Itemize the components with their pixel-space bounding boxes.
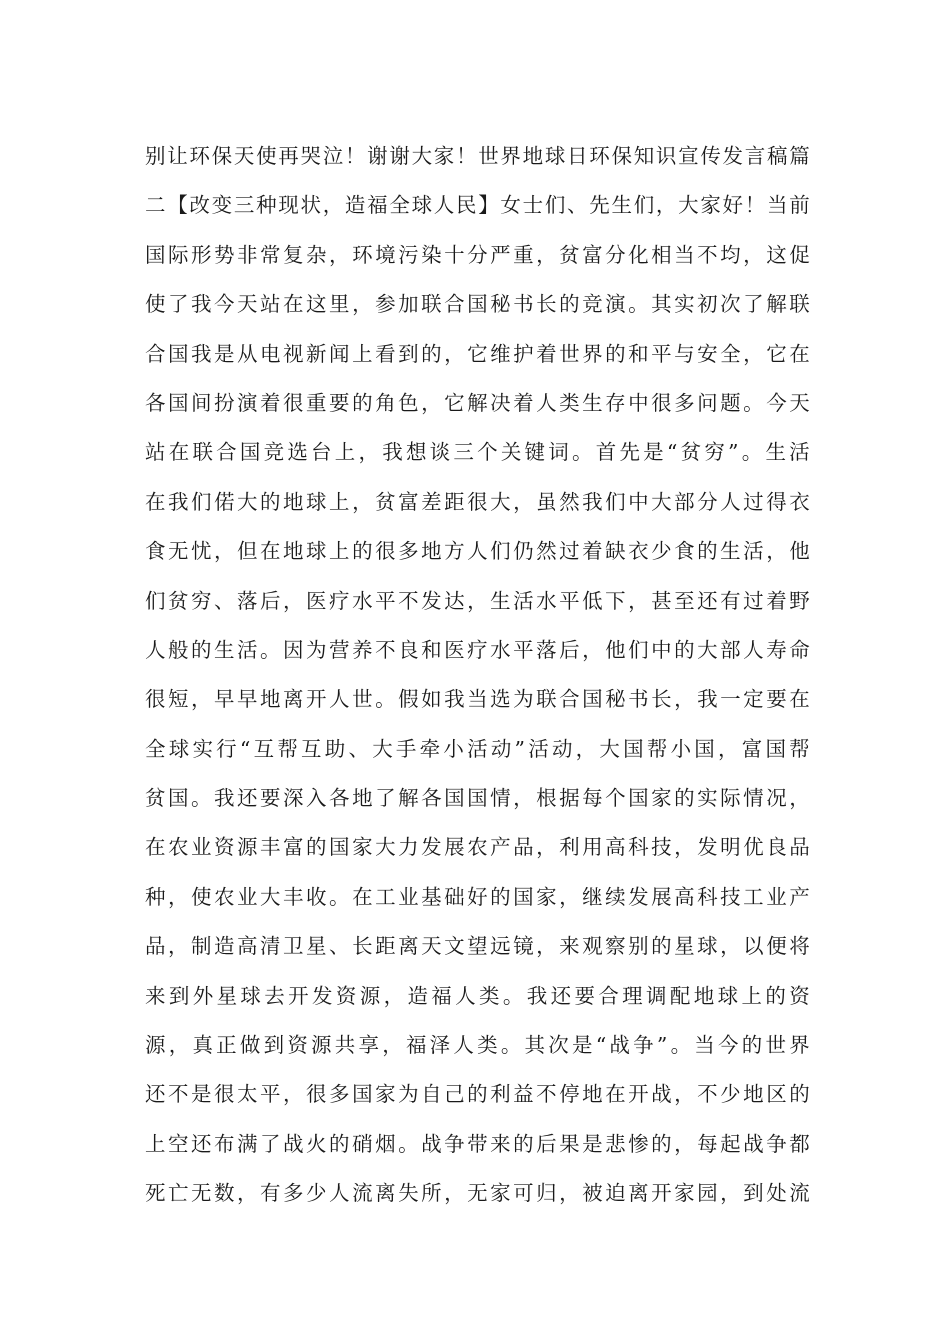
text-line: 源，真正做到资源共享，福泽人类。其次是“战争”。当今的世界 — [145, 1033, 810, 1058]
text-line: 二【改变三种现状，造福全球人民】女士们、先生们，大家好！当前 — [145, 193, 810, 218]
text-line: 别让环保天使再哭泣！谢谢大家！世界地球日环保知识宣传发言稿篇 — [145, 144, 810, 168]
text-line: 们贫穷、落后，医疗水平不发达，生活水平低下，甚至还有过着野 — [145, 588, 810, 613]
text-line: 使了我今天站在这里，参加联合国秘书长的竞演。其实初次了解联 — [145, 292, 810, 317]
text-line: 在我们偌大的地球上，贫富差距很大，虽然我们中大部分人过得衣 — [145, 489, 810, 514]
text-line: 来到外星球去开发资源，造福人类。我还要合理调配地球上的资 — [145, 983, 810, 1008]
text-line: 品，制造高清卫星、长距离天文望远镜，来观察别的星球，以便将 — [145, 934, 810, 959]
text-line: 种，使农业大丰收。在工业基础好的国家，继续发展高科技工业产 — [145, 884, 810, 909]
text-line: 合国我是从电视新闻上看到的，它维护着世界的和平与安全，它在 — [145, 341, 810, 366]
text-line: 食无忧，但在地球上的很多地方人们仍然过着缺衣少食的生活，他 — [145, 539, 810, 564]
text-line: 上空还布满了战火的硝烟。战争带来的后果是悲惨的，每起战争都 — [145, 1131, 810, 1156]
text-line: 很短，早早地离开人世。假如我当选为联合国秘书长，我一定要在 — [145, 687, 810, 712]
text-line: 在农业资源丰富的国家大力发展农产品，利用高科技，发明优良品 — [145, 835, 810, 860]
body-text — [145, 132, 810, 1219]
text-line: 全球实行“互帮互助、大手牵小活动”活动，大国帮小国，富国帮 — [145, 736, 810, 761]
text-line: 各国间扮演着很重要的角色，它解决着人类生存中很多问题。今天 — [145, 390, 810, 415]
text-line: 人般的生活。因为营养不良和医疗水平落后，他们中的大部人寿命 — [145, 637, 810, 662]
text-line: 站在联合国竞选台上，我想谈三个关键词。首先是“贫穷”。生活 — [145, 440, 810, 465]
text-line: 还不是很太平，很多国家为自己的利益不停地在开战，不少地区的 — [145, 1082, 810, 1107]
text-line: 死亡无数，有多少人流离失所，无家可归，被迫离开家园，到处流 — [145, 1181, 810, 1206]
text-line: 国际形势非常复杂，环境污染十分严重，贫富分化相当不均，这促 — [145, 242, 810, 267]
text-line: 贫国。我还要深入各地了解各国国情，根据每个国家的实际情况， — [145, 786, 810, 811]
